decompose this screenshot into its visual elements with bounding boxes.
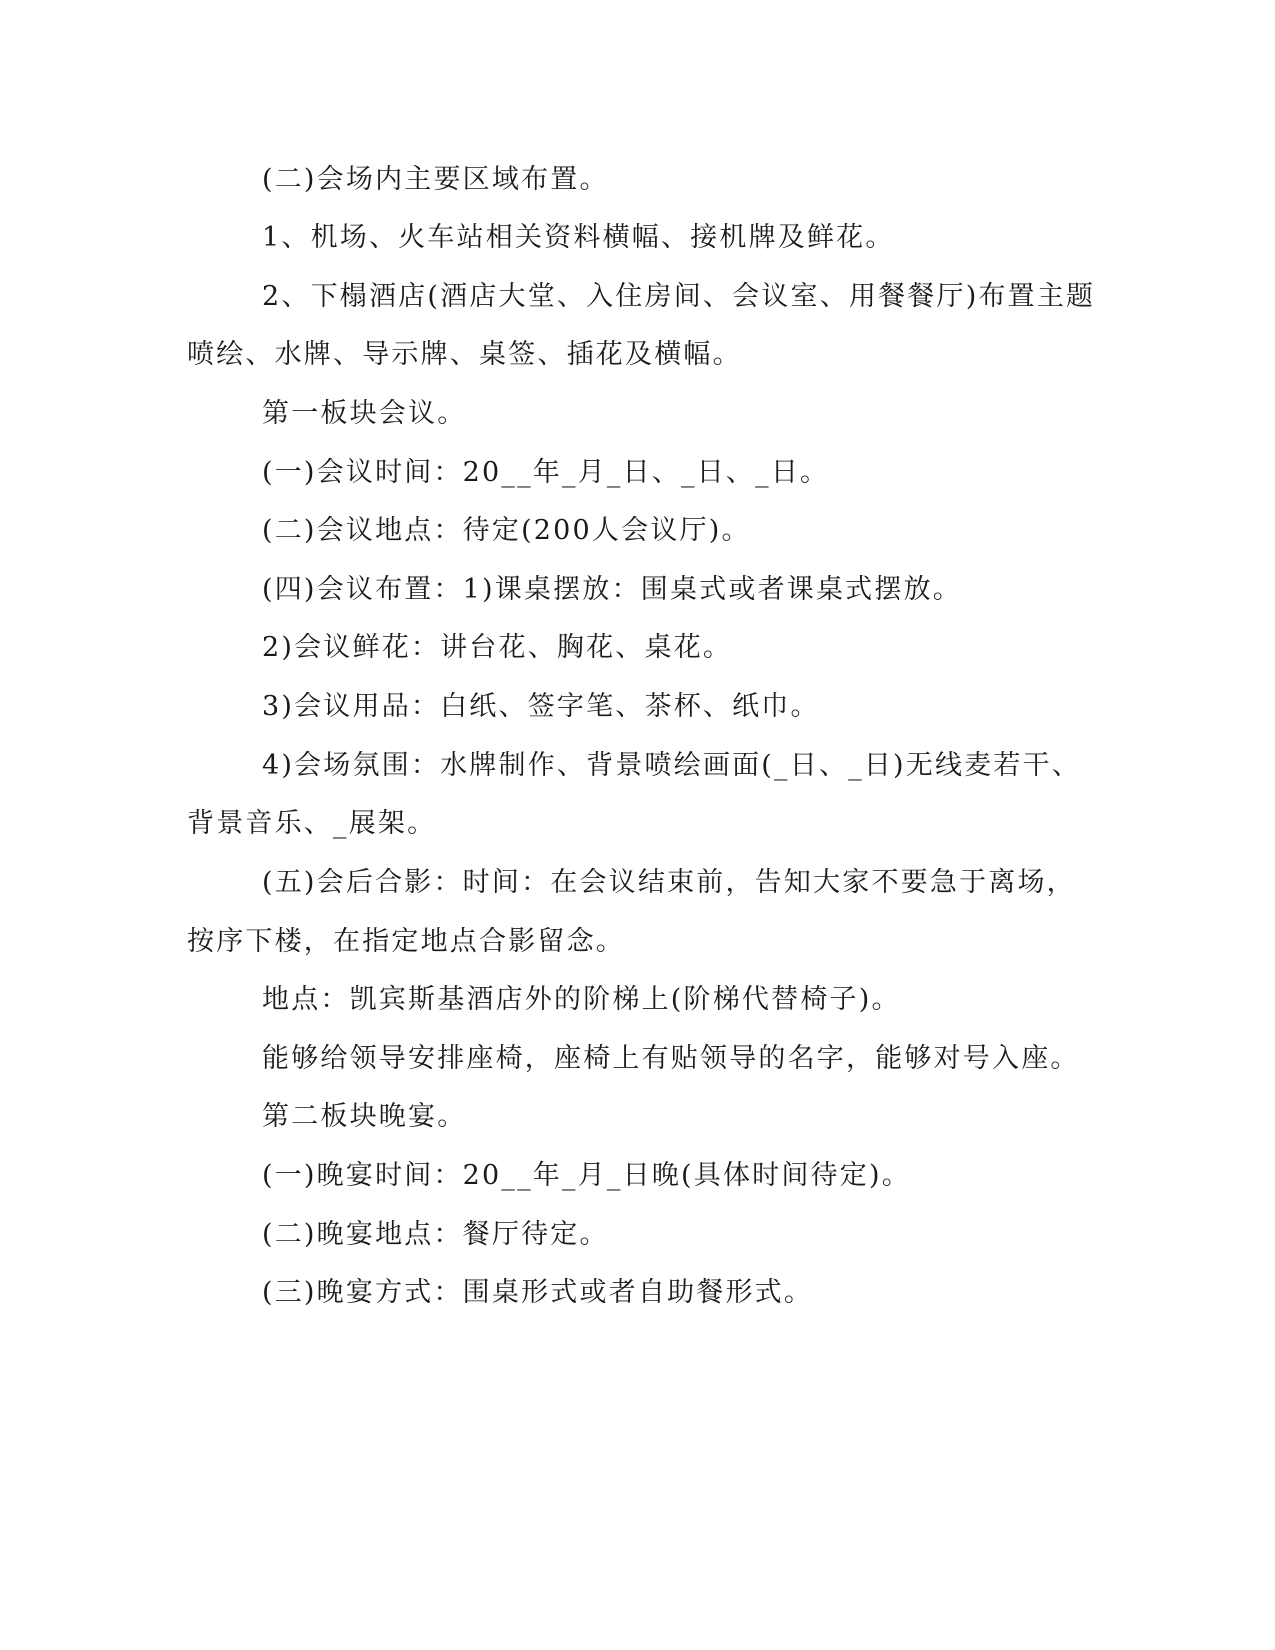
- section-heading: 第一板块会议。: [262, 398, 467, 429]
- paragraph-line: 按序下楼，在指定地点合影留念。: [187, 926, 625, 957]
- paragraph-line: (五)会后合影：时间：在会议结束前，告知大家不要急于离场，: [262, 867, 1076, 898]
- paragraph-line: 能够给领导安排座椅，座椅上有贴领导的名字，能够对号入座。: [262, 1043, 1080, 1074]
- paragraph-line: (一)会议时间：20__年_月_日、_日、_日。: [262, 457, 830, 488]
- paragraph-line: 2)会议鲜花：讲台花、胸花、桌花。: [262, 632, 733, 663]
- paragraph-line: (二)会议地点：待定(200人会议厅)。: [262, 515, 751, 546]
- paragraph-line: (二)会场内主要区域布置。: [262, 164, 609, 195]
- paragraph-line: (二)晚宴地点：餐厅待定。: [262, 1219, 609, 1250]
- paragraph-line: 背景音乐、_展架。: [187, 808, 437, 839]
- paragraph-line: 4)会场氛围：水牌制作、背景喷绘画面(_日、_日)无线麦若干、: [262, 750, 1081, 781]
- paragraph-line: 3)会议用品：白纸、签字笔、茶杯、纸巾。: [262, 691, 820, 722]
- paragraph-line: 2、下榻酒店(酒店大堂、入住房间、会议室、用餐餐厅)布置主题: [262, 281, 1096, 312]
- paragraph-line: (三)晚宴方式：围桌形式或者自助餐形式。: [262, 1277, 814, 1308]
- paragraph-line: 1、机场、火车站相关资料横幅、接机牌及鲜花。: [262, 222, 895, 253]
- paragraph-line: 喷绘、水牌、导示牌、桌签、插花及横幅。: [187, 339, 742, 370]
- paragraph-line: (四)会议布置：1)课桌摆放：围桌式或者课桌式摆放。: [262, 574, 962, 605]
- paragraph-line: (一)晚宴时间：20__年_月_日晚(具体时间待定)。: [262, 1160, 911, 1191]
- section-heading: 第二板块晚宴。: [262, 1101, 467, 1132]
- paragraph-line: 地点：凯宾斯基酒店外的阶梯上(阶梯代替椅子)。: [262, 984, 901, 1015]
